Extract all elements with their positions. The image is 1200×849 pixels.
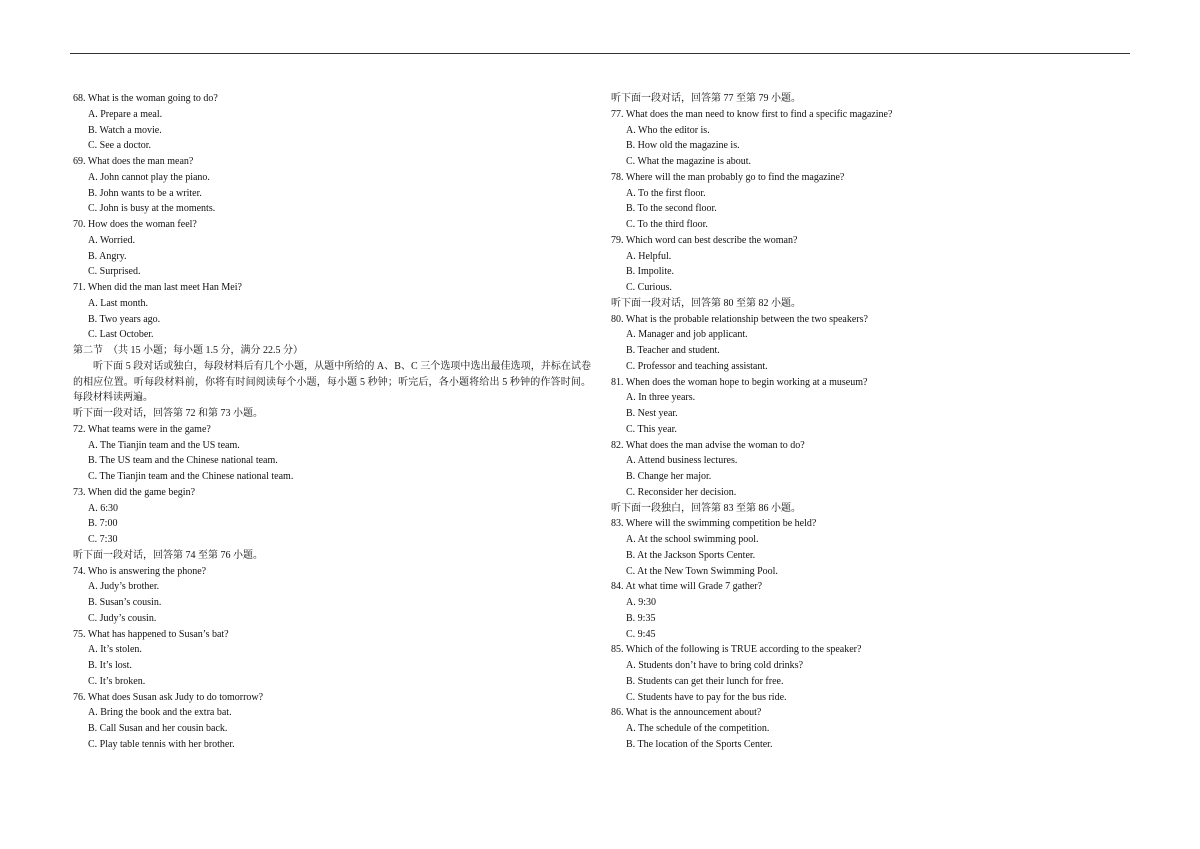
question-stem: 78. Where will the man probably go to find the magazine? xyxy=(611,171,845,183)
option: A. Worried. xyxy=(88,234,136,246)
option: C. It’s broken. xyxy=(88,675,146,687)
option: B. At the Jackson Sports Center. xyxy=(626,549,756,561)
option: C. Last October. xyxy=(88,329,154,341)
option: C. Curious. xyxy=(626,282,672,293)
question-stem: 69. What does the man mean? xyxy=(73,156,194,167)
option: A. Attend business lectures. xyxy=(626,455,738,467)
right-column xyxy=(611,91,1141,753)
option: B. Two years ago. xyxy=(88,313,161,325)
option: A. Last month. xyxy=(88,297,148,309)
question-stem: 76. What does Susan ask Judy to do tomorrow? xyxy=(73,691,264,703)
option: A. 6:30 xyxy=(88,502,118,514)
option: B. Nest year. xyxy=(626,408,678,419)
left-column xyxy=(73,91,603,753)
question-stem: 71. When did the man last meet Han Mei? xyxy=(73,282,242,293)
option: A. Helpful. xyxy=(626,250,672,262)
option: A. Students don’t have to bring cold drinks? xyxy=(626,660,804,671)
option: B. Impolite. xyxy=(626,266,675,278)
option: B. The US team and the Chinese national team. xyxy=(88,455,278,467)
option: A. Judy’s brother. xyxy=(88,581,160,593)
option: A. To the first floor. xyxy=(626,187,706,199)
question-stem: 72. What teams were in the game? xyxy=(73,423,211,435)
option: C. To the third floor. xyxy=(626,219,708,230)
question-stem: 70. How does the woman feel? xyxy=(73,219,197,230)
option: B. Teacher and student. xyxy=(626,345,720,356)
option: B. To the second floor. xyxy=(626,203,717,215)
option: C. 9:45 xyxy=(626,628,656,640)
option: C. At the New Town Swimming Pool. xyxy=(626,565,778,577)
question-stem: 81. When does the woman hope to begin working at a museum? xyxy=(611,376,868,388)
option: C. 7:30 xyxy=(88,534,118,545)
option: C. Students have to pay for the bus ride. xyxy=(626,691,787,703)
option: B. The location of the Sports Center. xyxy=(626,738,773,750)
option: A. In three years. xyxy=(626,392,696,404)
question-stem: 83. Where will the swimming competition be held? xyxy=(611,518,817,530)
option: A. At the school swimming pool. xyxy=(626,534,759,545)
option: A. It’s stolen. xyxy=(88,644,142,656)
option: A. The schedule of the competition. xyxy=(626,723,770,734)
option: B. Angry. xyxy=(88,250,127,262)
option: C. John is busy at the moments. xyxy=(88,203,216,215)
question-stem: 75. What has happened to Susan’s bat? xyxy=(73,628,229,640)
question-stem: 84. At what time will Grade 7 gather? xyxy=(611,581,763,593)
question-stem: 74. Who is answering the phone? xyxy=(73,565,207,577)
option: B. Change her major. xyxy=(626,471,712,482)
option: C. What the magazine is about. xyxy=(626,156,752,167)
option: B. It’s lost. xyxy=(88,660,132,671)
option: B. Call Susan and her cousin back. xyxy=(88,723,228,734)
header-rule xyxy=(70,53,1130,54)
option: A. 9:30 xyxy=(626,597,656,608)
question-stem: 85. Which of the following is TRUE according to the speaker? xyxy=(611,644,862,656)
option: A. The Tianjin team and the US team. xyxy=(88,439,240,451)
option: C. Professor and teaching assistant. xyxy=(626,360,768,372)
listening-note: 听下面一段对话，回答第 80 至第 82 小题。 xyxy=(611,297,801,309)
option: C. See a doctor. xyxy=(88,140,152,152)
question-stem: 68. What is the woman going to do? xyxy=(73,93,218,104)
section-title: 第二节 （共 15 小题；每小题 1.5 分，满分 22.5 分） xyxy=(73,345,303,356)
option: B. John wants to be a writer. xyxy=(88,187,202,199)
option: C. The Tianjin team and the Chinese national team. xyxy=(88,471,294,482)
question-stem: 77. What does the man need to know first to find a specific magazine? xyxy=(611,108,893,120)
option: B. Students can get their lunch for free. xyxy=(626,675,784,687)
option: B. How old the magazine is. xyxy=(626,140,740,152)
listening-note: 听下面一段对话，回答第 74 至第 76 小题。 xyxy=(73,549,263,561)
listening-note: 听下面一段对话，回答第 72 和第 73 小题。 xyxy=(73,408,263,419)
option: B. 7:00 xyxy=(88,518,118,530)
listening-note: 听下面一段对话，回答第 77 至第 79 小题。 xyxy=(611,93,801,104)
option: C. Reconsider her decision. xyxy=(626,486,737,498)
option: C. Play table tennis with her brother. xyxy=(88,738,235,750)
question-stem: 79. Which word can best describe the woman? xyxy=(611,234,798,246)
question-stem: 86. What is the announcement about? xyxy=(611,707,762,719)
option: B. 9:35 xyxy=(626,612,656,624)
option: B. Susan’s cousin. xyxy=(88,597,162,608)
option: C. Surprised. xyxy=(88,266,141,278)
option: A. Bring the book and the extra bat. xyxy=(88,707,232,719)
section-instructions: 听下面 5 段对话或独白，每段材料后有几个小题，从题中所给的 A、B、C 三个选项中选出最佳选项，并标在试卷的相应位置。听每段材料前，你将有时间阅读每个小题，每小题 5 秒钟；听完后，各小题将给出 5 秒钟的作答时间。每段材料读两遍。 xyxy=(73,360,591,404)
option: A. Prepare a meal. xyxy=(88,108,163,120)
option: A. Manager and job applicant. xyxy=(626,329,748,341)
option: A. John cannot play the piano. xyxy=(88,171,210,183)
option: A. Who the editor is. xyxy=(626,124,710,136)
question-stem: 73. When did the game begin? xyxy=(73,486,196,498)
option: C. This year. xyxy=(626,423,677,435)
option: C. Judy’s cousin. xyxy=(88,612,157,624)
listening-note: 听下面一段独白，回答第 83 至第 86 小题。 xyxy=(611,502,801,514)
option: B. Watch a movie. xyxy=(88,124,162,136)
question-stem: 80. What is the probable relationship between the two speakers? xyxy=(611,313,868,325)
question-stem: 82. What does the man advise the woman to do? xyxy=(611,439,805,451)
